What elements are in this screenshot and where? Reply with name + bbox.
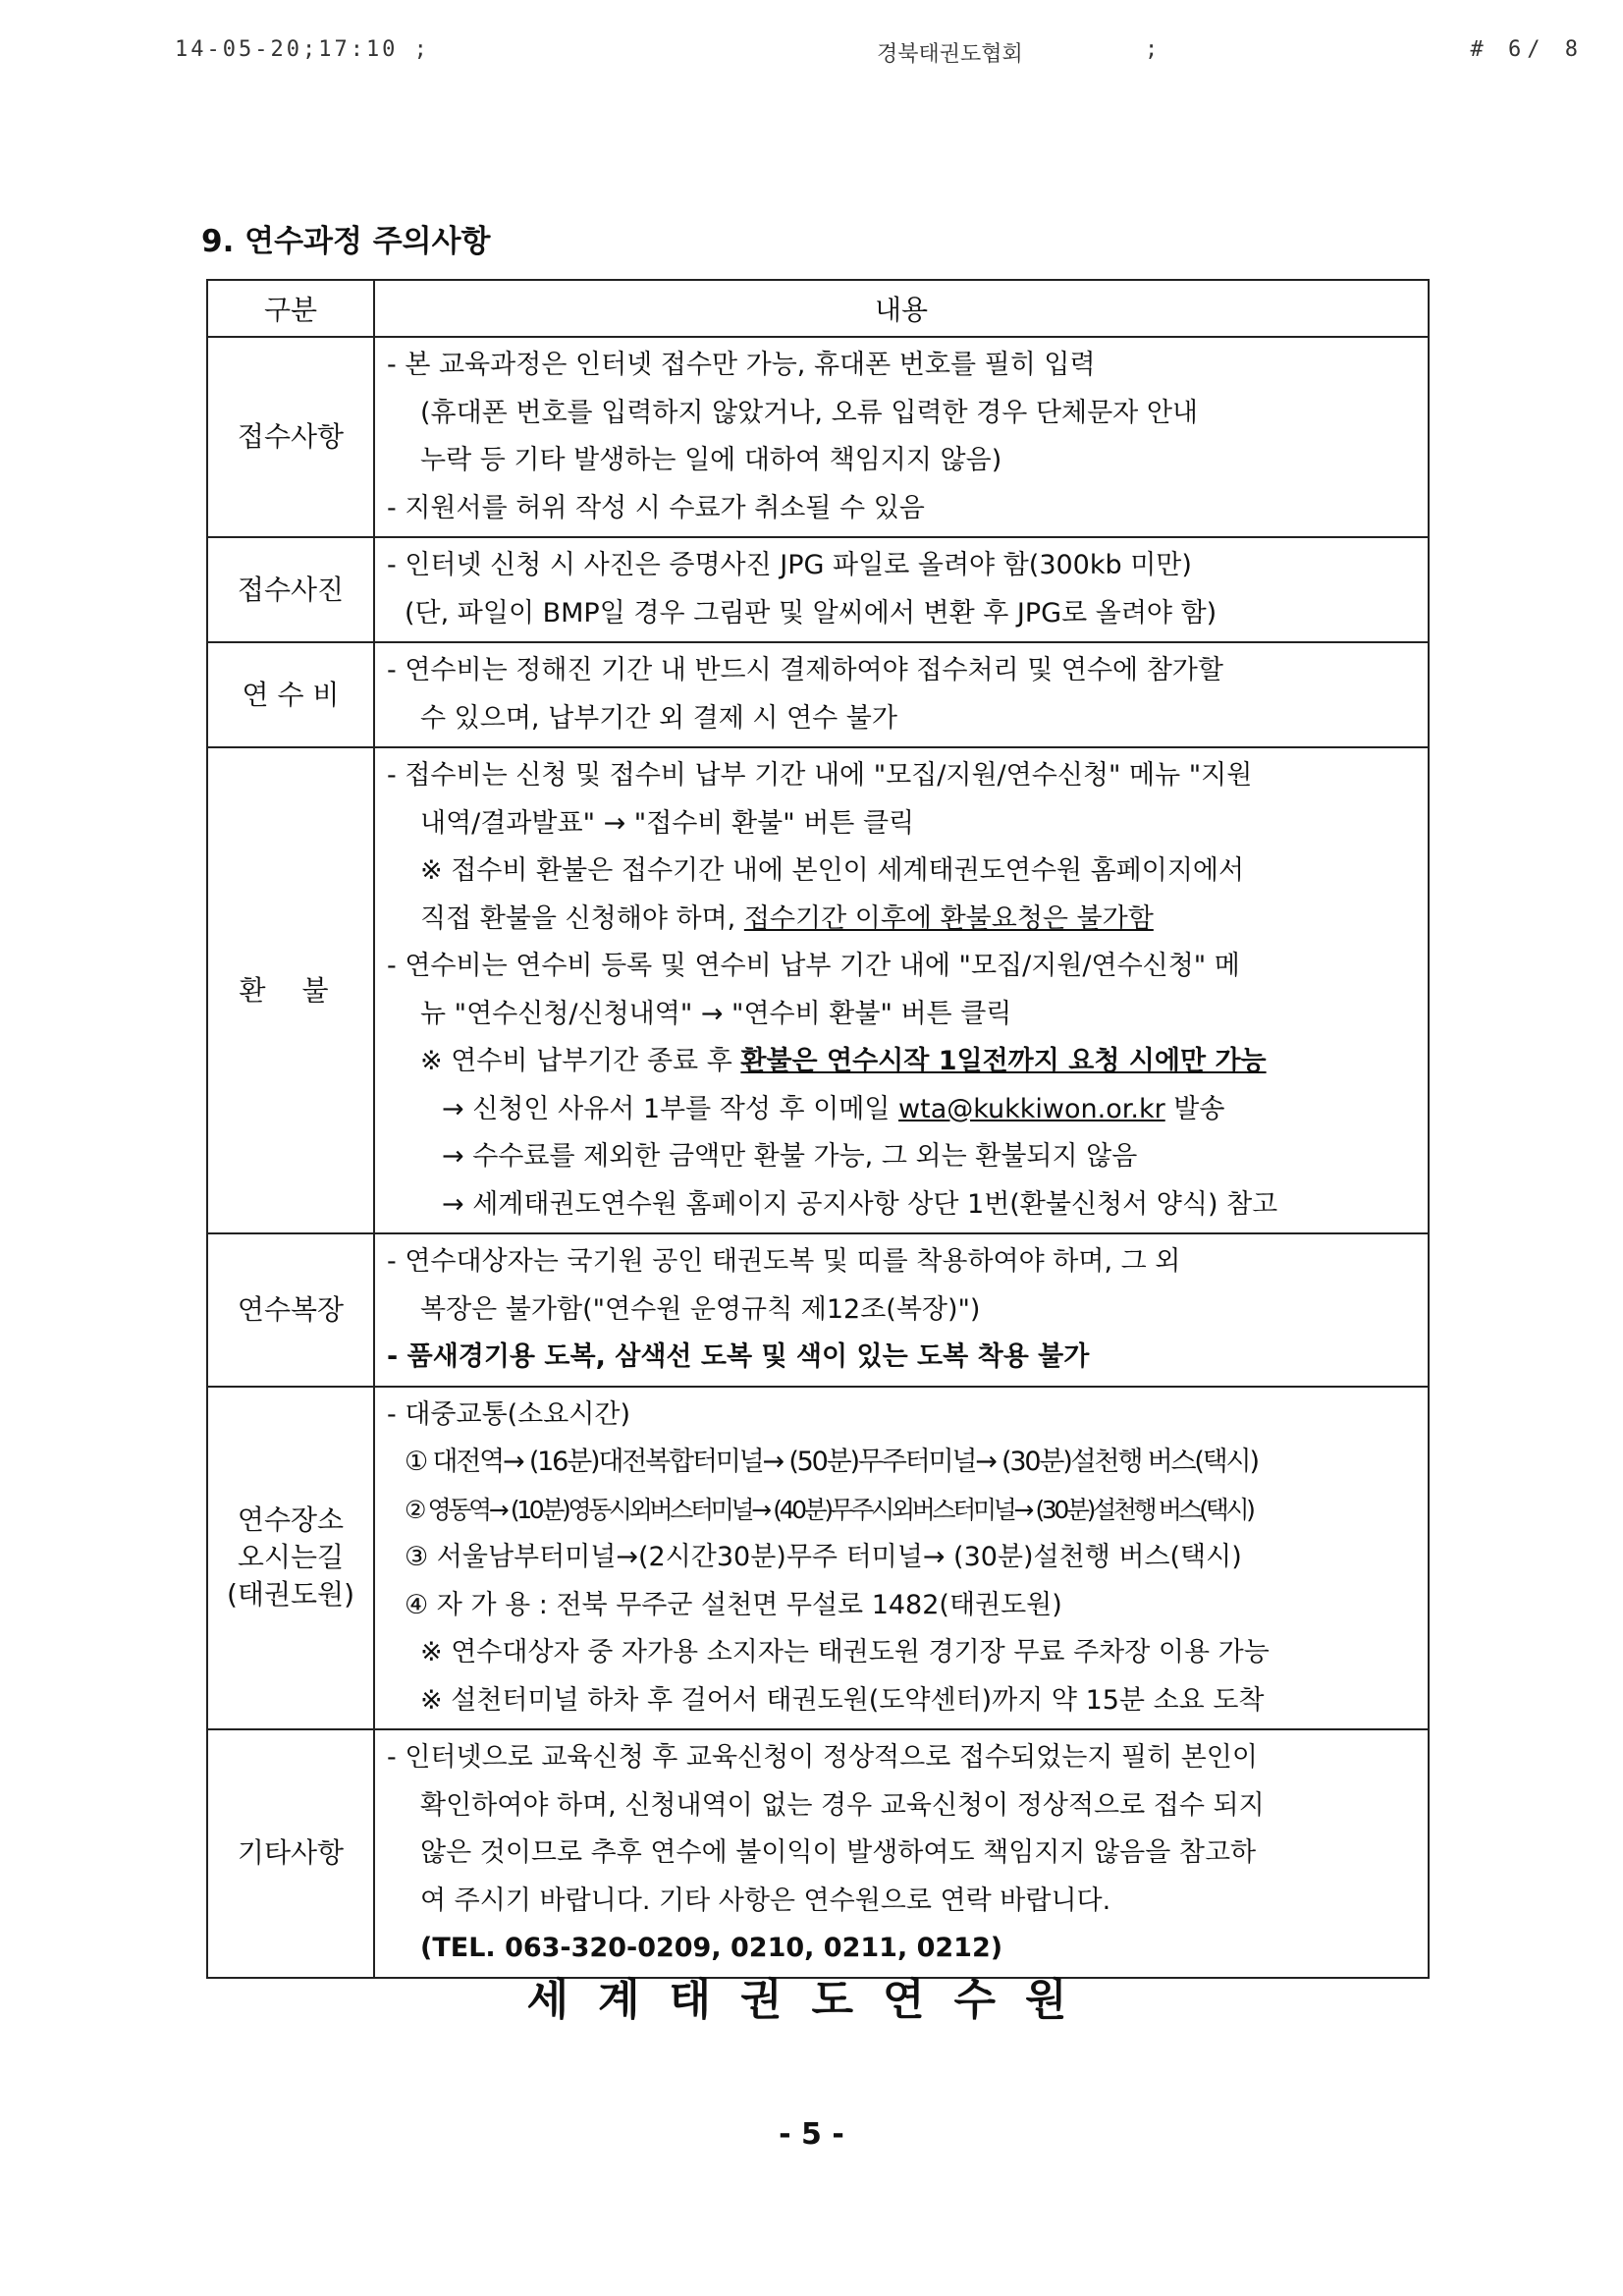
row-content bbox=[374, 337, 1429, 537]
category-line: 오시는길 bbox=[237, 1541, 345, 1574]
fax-page-counter: # 6/ 8 bbox=[1470, 37, 1584, 62]
content-line: - 연수대상자는 국기원 공인 태권도복 및 띠를 착용하여야 하며, 그 외 bbox=[387, 1246, 1181, 1277]
content-line: - 품새경기용 도복, 삼색선 도복 및 색이 있는 도복 착용 불가 bbox=[387, 1341, 1090, 1372]
row-content bbox=[374, 747, 1429, 1233]
content-text: 직접 환불을 신청해야 하며, bbox=[420, 902, 744, 934]
contact-phone: (TEL. 063-320-0209, 0210, 0211, 0212) bbox=[420, 1933, 1003, 1963]
content-line: - 연수비는 연수비 등록 및 연수비 납부 기간 내에 "모집/지원/연수신청" 메 bbox=[387, 951, 1240, 981]
content-line: 수 있으며, 납부기간 외 결제 시 연수 불가 bbox=[420, 702, 897, 734]
row-category: 기타사항 bbox=[207, 1729, 374, 1978]
row-category: 연수복장 bbox=[207, 1233, 374, 1387]
content-line: (휴대폰 번호를 입력하지 않았거나, 오류 입력한 경우 단체문자 안내 bbox=[420, 397, 1198, 428]
table-row bbox=[207, 337, 1429, 537]
row-content bbox=[374, 642, 1429, 747]
content-line bbox=[387, 1038, 1418, 1086]
content-line: 않은 것이므로 추후 연수에 불이익이 발생하여도 책임지지 않음을 참고하 bbox=[420, 1837, 1257, 1868]
content-line: 뉴 "연수신청/신청내역" → "연수비 환불" 버튼 클릭 bbox=[420, 998, 1012, 1029]
fax-header bbox=[175, 37, 1584, 77]
category-line: (태권도원) bbox=[226, 1578, 355, 1612]
email-link[interactable]: wta@kukkiwon.or.kr bbox=[898, 1093, 1165, 1124]
content-line bbox=[387, 1086, 1418, 1134]
content-text: → 신청인 사유서 1부를 작성 후 이메일 bbox=[442, 1093, 899, 1124]
content-line: 확인하여야 하며, 신청내역이 없는 경우 교육신청이 정상적으로 접수 되지 bbox=[420, 1789, 1265, 1821]
row-content bbox=[374, 1233, 1429, 1387]
table-row bbox=[207, 747, 1429, 1233]
fax-timestamp: 14-05-20;17:10 ; bbox=[175, 37, 430, 62]
content-line: ③ 서울남부터미널→(2시간30분)무주 터미널→ (30분)설천행 버스(택시) bbox=[405, 1542, 1242, 1572]
row-category: 환 불 bbox=[207, 747, 374, 1233]
content-line: ※ 접수비 환불은 접수기간 내에 본인이 세계태권도연수원 홈페이지에서 bbox=[420, 855, 1245, 886]
content-line: ② 영동역→ (10분)영동시외버스터미널→ (40분)무주시외버스터미널→ (30분)설천행 버스(택시) bbox=[405, 1495, 1253, 1524]
fax-separator: ; bbox=[1145, 37, 1159, 62]
notice-table bbox=[206, 279, 1430, 1979]
content-line: 누락 등 기타 발생하는 일에 대하여 책임지지 않음) bbox=[420, 445, 1002, 475]
header-category: 구분 bbox=[207, 280, 374, 337]
underlined-notice: 환불은 연수시작 1일전까지 요청 시에만 가능 bbox=[740, 1046, 1267, 1076]
footer-organization: 세계태권도연수원 bbox=[526, 1975, 1097, 2025]
content-line: 복장은 불가함("연수원 운영규칙 제12조(복장)") bbox=[420, 1293, 981, 1325]
fax-sender: 경북태권도협회 bbox=[877, 42, 1023, 67]
content-line: - 연수비는 정해진 기간 내 반드시 결제하여야 접수처리 및 연수에 참가할 bbox=[387, 655, 1223, 685]
content-text: ※ 연수비 납부기간 종료 후 bbox=[420, 1046, 741, 1076]
content-line: → 세계태권도연수원 홈페이지 공지사항 상단 1번(환불신청서 양식) 참고 bbox=[442, 1188, 1278, 1220]
header-content: 내용 bbox=[374, 280, 1429, 337]
table-header-row bbox=[207, 280, 1429, 337]
table-row bbox=[207, 1233, 1429, 1387]
table-row bbox=[207, 642, 1429, 747]
content-line: - 접수비는 신청 및 접수비 납부 기간 내에 "모집/지원/연수신청" 메뉴 "지원 bbox=[387, 760, 1253, 791]
content-line: ※ 설천터미널 하차 후 걸어서 태권도원(도약센터)까지 약 15분 소요 도착 bbox=[420, 1684, 1265, 1716]
content-line: ※ 연수대상자 중 자가용 소지자는 태권도원 경기장 무료 주차장 이용 가능 bbox=[420, 1637, 1270, 1667]
row-content bbox=[374, 1729, 1429, 1978]
underlined-notice: 접수기간 이후에 환불요청은 불가함 bbox=[743, 902, 1154, 934]
content-line: 여 주시기 바랍니다. 기타 사항은 연수원으로 연락 바랍니다. bbox=[420, 1885, 1111, 1916]
page-number: - 5 - bbox=[779, 2117, 844, 2152]
content-line: 내역/결과발표" → "접수비 환불" 버튼 클릭 bbox=[420, 807, 915, 839]
content-text: 발송 bbox=[1164, 1093, 1225, 1124]
section-title: 9. 연수과정 주의사항 bbox=[201, 224, 491, 259]
content-line: - 대중교통(소요시간) bbox=[387, 1398, 631, 1430]
row-category: 접수사진 bbox=[207, 537, 374, 642]
table-row bbox=[207, 1387, 1429, 1730]
row-category: 연 수 비 bbox=[207, 642, 374, 747]
content-line: - 지원서를 허위 작성 시 수료가 취소될 수 있음 bbox=[387, 492, 925, 523]
table-row bbox=[207, 1729, 1429, 1978]
content-line: ① 대전역→ (16분)대전복합터미널→ (50분)무주터미널→ (30분)설천행 버스(택시) bbox=[405, 1447, 1258, 1477]
row-content bbox=[374, 1387, 1429, 1730]
content-line: - 인터넷 신청 시 사진은 증명사진 JPG 파일로 올려야 함(300kb 미만) bbox=[387, 550, 1192, 580]
row-category: 접수사항 bbox=[207, 337, 374, 537]
content-line: - 본 교육과정은 인터넷 접수만 가능, 휴대폰 번호를 필히 입력 bbox=[387, 350, 1096, 380]
category-line: 연수장소 bbox=[237, 1503, 345, 1537]
content-line: - 인터넷으로 교육신청 후 교육신청이 정상적으로 접수되었는지 필히 본인이 bbox=[387, 1742, 1258, 1773]
content-line: (단, 파일이 BMP일 경우 그림판 및 알씨에서 변환 후 JPG로 올려야 함) bbox=[405, 597, 1217, 629]
content-line bbox=[387, 896, 1418, 944]
content-line: → 수수료를 제외한 금액만 환불 가능, 그 외는 환불되지 않음 bbox=[442, 1141, 1138, 1172]
row-content bbox=[374, 537, 1429, 642]
content-line: ④ 자 가 용 : 전북 무주군 설천면 무설로 1482(태권도원) bbox=[405, 1589, 1062, 1620]
table-row bbox=[207, 537, 1429, 642]
row-category bbox=[207, 1387, 374, 1730]
